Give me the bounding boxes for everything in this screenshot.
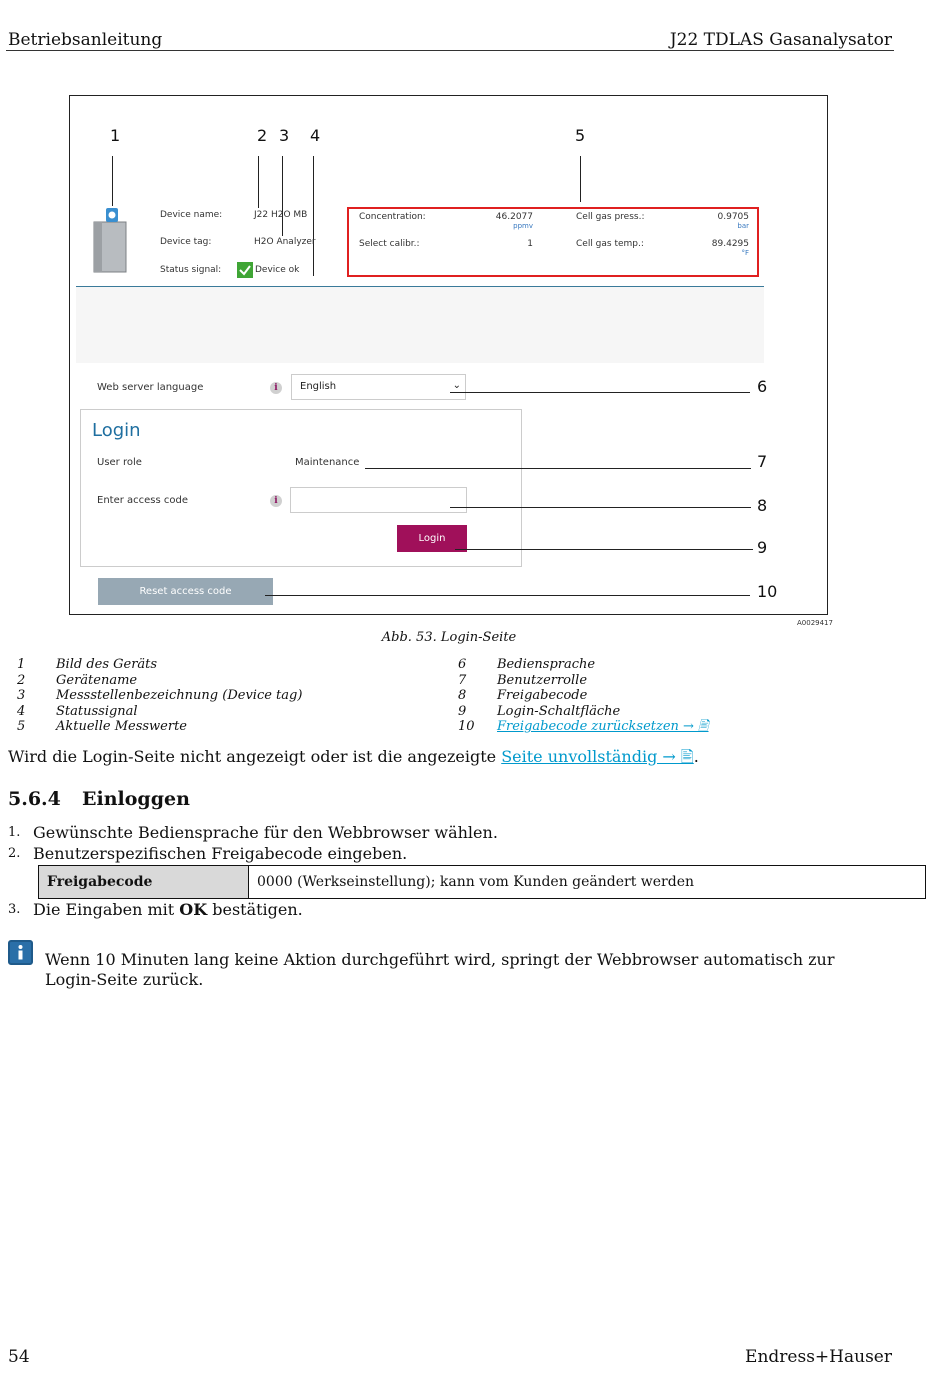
- press-unit: bar: [737, 222, 749, 230]
- leader-9: [455, 549, 753, 550]
- leader-4: [313, 156, 314, 276]
- callout-7: 7: [757, 452, 768, 471]
- leader-3: [282, 156, 283, 236]
- callout-2: 2: [257, 126, 268, 145]
- legend-num: 10: [458, 719, 475, 735]
- device-name-label: Device name:: [160, 210, 223, 220]
- callout-9: 9: [757, 538, 768, 557]
- legend-text: Bild des Geräts: [56, 657, 158, 672]
- step-text-bold: OK: [179, 900, 208, 919]
- header-right: J22 TDLAS Gasanalysator: [669, 30, 892, 50]
- status-label: Status signal:: [160, 265, 222, 275]
- legend-num: 8: [458, 688, 467, 704]
- legend-num: 4: [17, 703, 26, 719]
- reset-access-code-button[interactable]: Reset access code: [98, 578, 273, 605]
- measured-values-panel: [347, 207, 759, 277]
- leader-1: [112, 156, 113, 206]
- temp-unit: °F: [741, 249, 749, 257]
- login-button[interactable]: Login: [397, 525, 467, 552]
- legend-text: Bediensprache: [497, 657, 596, 672]
- legend-text: Freigabecode: [497, 688, 588, 704]
- step-text-before: Die Eingaben mit: [33, 900, 180, 919]
- device-image: [92, 206, 128, 274]
- device-tag-label: Device tag:: [160, 237, 212, 247]
- figure-caption: Abb. 53. Login-Seite: [381, 630, 517, 645]
- callout-5: 5: [575, 126, 586, 145]
- temp-value: 89.4295: [711, 239, 749, 249]
- callout-8: 8: [757, 496, 768, 515]
- leader-8: [450, 507, 751, 508]
- header-rule: [6, 50, 894, 51]
- legend-num: 5: [17, 719, 26, 735]
- legend-text: Benutzerrolle: [497, 672, 588, 688]
- user-role-value: Maintenance: [295, 457, 360, 468]
- step-number: 3.: [8, 902, 21, 917]
- concentration-value: 46.2077: [495, 212, 533, 222]
- legend-text: Messstellenbezeichnung (Device tag): [56, 688, 303, 704]
- section-title: Einloggen: [82, 788, 190, 810]
- leader-6: [450, 392, 750, 393]
- info-note-icon: [8, 940, 33, 965]
- info-icon[interactable]: i: [270, 382, 282, 394]
- figure-id: A0029417: [797, 619, 833, 627]
- footer-brand: Endress+Hauser: [745, 1347, 892, 1367]
- step-text-after: bestätigen.: [207, 900, 303, 919]
- user-role-label: User role: [97, 457, 142, 468]
- calibr-value: 1: [527, 239, 533, 249]
- leader-5: [580, 156, 581, 202]
- leader-7: [365, 468, 751, 469]
- calibr-label: Select calibr.:: [359, 239, 420, 249]
- incomplete-page-link[interactable]: Seite unvollständig → 🖹: [501, 747, 694, 766]
- table-value: 0000 (Werkseinstellung); kann vom Kunden geändert werden: [257, 874, 695, 890]
- section-number: 5.6.4: [8, 788, 61, 810]
- temp-label: Cell gas temp.:: [576, 239, 644, 249]
- legend-num: 6: [458, 657, 467, 672]
- legend-text: Gerätename: [56, 672, 138, 688]
- callout-1: 1: [110, 126, 121, 145]
- access-code-input[interactable]: [290, 487, 467, 513]
- note-text: Wenn 10 Minuten lang keine Aktion durchgeführt wird, springt der Webbrowser automatisch zur Login-Seite zurück.: [45, 950, 835, 989]
- legend-num: 1: [17, 657, 26, 672]
- press-value: 0.9705: [717, 212, 749, 222]
- concentration-label: Concentration:: [359, 212, 426, 222]
- blank-area: [76, 287, 764, 363]
- info-icon[interactable]: i: [270, 495, 282, 507]
- leader-10: [265, 595, 750, 596]
- para-text: Wird die Login-Seite nicht angezeigt oder ist die angezeigte: [8, 747, 502, 766]
- checkmark-icon: [237, 262, 253, 278]
- legend-text: Statussignal: [56, 703, 138, 719]
- callout-6: 6: [757, 377, 768, 396]
- legend-num: 9: [458, 703, 467, 719]
- callout-4: 4: [310, 126, 321, 145]
- figure-login-page: [69, 95, 828, 615]
- step-number: 1.: [8, 825, 21, 840]
- table-key: Freigabecode: [39, 866, 249, 898]
- language-select[interactable]: [291, 374, 466, 400]
- step-text: Benutzerspezifischen Freigabecode eingeben.: [33, 844, 408, 863]
- press-label: Cell gas press.:: [576, 212, 645, 222]
- legend-text: Login-Schaltfläche: [497, 703, 621, 719]
- login-panel: [80, 409, 522, 567]
- chevron-down-icon: ⌄: [452, 380, 461, 391]
- device-name-value: J22 H2O MB: [254, 210, 308, 220]
- leader-2: [258, 156, 259, 208]
- paragraph-incomplete-page: [8, 746, 699, 773]
- header-left: Betriebsanleitung: [8, 30, 163, 50]
- legend-num: 2: [17, 672, 26, 688]
- concentration-unit: ppmv: [513, 222, 533, 230]
- reset-code-link[interactable]: Freigabecode zurücksetzen → 🖹: [497, 719, 709, 735]
- legend-num: 7: [458, 672, 467, 688]
- step-text: [33, 900, 303, 919]
- step-text: Gewünschte Bediensprache für den Webbrowser wählen.: [33, 823, 498, 842]
- language-selected: English: [300, 381, 337, 392]
- callout-3: 3: [279, 126, 290, 145]
- step-number: 2.: [8, 846, 21, 861]
- language-label: Web server language: [97, 382, 204, 393]
- callout-10: 10: [757, 582, 778, 601]
- legend-num: 3: [17, 688, 26, 704]
- page-number: 54: [8, 1347, 30, 1367]
- para-text-end: .: [693, 747, 699, 766]
- login-title: Login: [92, 420, 141, 441]
- device-tag-value: H2O Analyzer: [254, 237, 316, 247]
- access-code-label: Enter access code: [97, 495, 189, 506]
- legend-text: Aktuelle Messwerte: [56, 719, 187, 735]
- access-code-table: [38, 865, 926, 899]
- status-value: Device ok: [255, 265, 300, 275]
